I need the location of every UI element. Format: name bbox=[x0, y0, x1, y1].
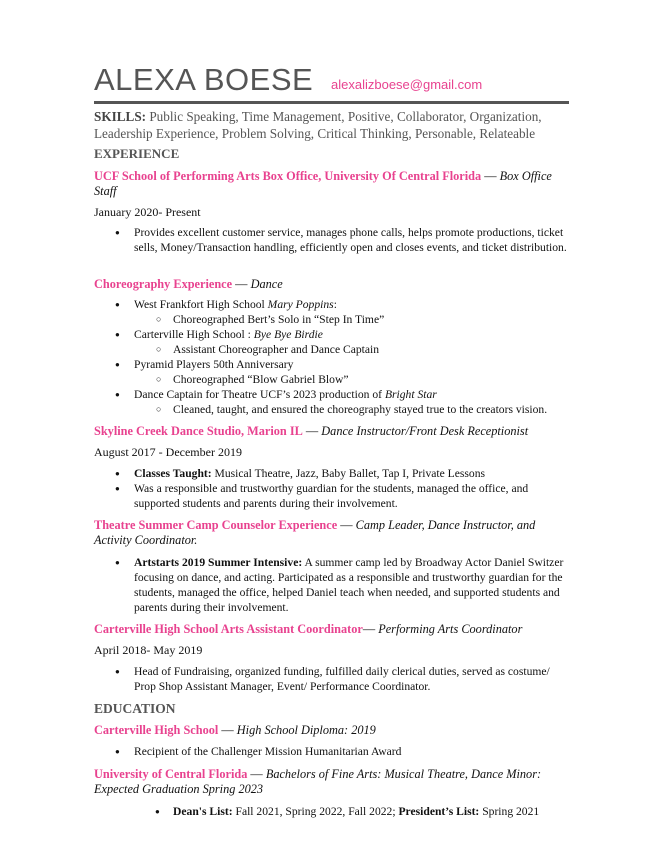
job-title-summer-camp bbox=[94, 518, 574, 548]
school-title-carterville bbox=[94, 723, 574, 738]
school-degree: High School Diploma: 2019 bbox=[236, 723, 376, 737]
school-bullets bbox=[94, 804, 574, 819]
job-dates: January 2020- Present bbox=[94, 205, 201, 219]
sub-list-item: ○ Choreographed “Blow Gabriel Blow” bbox=[94, 372, 574, 387]
job-role: Camp Leader, Dance Instructor, and Activity Coordinator. bbox=[94, 518, 536, 547]
job-org: Theatre Summer Camp Counselor Experience bbox=[94, 518, 338, 532]
school-name: Carterville High School bbox=[94, 723, 219, 737]
list-label: Dean's List: bbox=[173, 805, 233, 818]
list-item bbox=[94, 327, 574, 342]
list-item: ● Recipient of the Challenger Mission Humanitarian Award bbox=[94, 744, 574, 759]
show-title: Bright Star bbox=[384, 388, 437, 401]
education-heading: EDUCATION bbox=[94, 701, 176, 716]
job-sep: — bbox=[362, 622, 379, 636]
candidate-name: ALEXA BOESE bbox=[94, 62, 314, 97]
skills-text: Public Speaking, Time Management, Positive, Collaborator, Organization, Leadership Experience, Problem Solving, Critical Thinking, Personable, Relateable bbox=[94, 109, 542, 141]
list-text: Carterville High School : bbox=[134, 328, 254, 341]
job-bullets bbox=[94, 297, 574, 417]
list-item bbox=[94, 387, 574, 402]
list-item: ● Was a responsible and trustworthy guardian for the students, managed the office, and supported students and parents during their involvement. bbox=[94, 481, 574, 511]
school-bullets bbox=[94, 744, 574, 759]
list-label: President’s List: bbox=[398, 805, 480, 818]
job-title-box-office bbox=[94, 169, 574, 199]
job-bullets bbox=[94, 664, 574, 694]
list-item: ● Head of Fundraising, organized funding, fulfilled daily clerical duties, served as costume/ Prop Shop Assistant Manager, Event/ Performance Coordinator. bbox=[94, 664, 574, 694]
list-item: ● Pyramid Players 50th Anniversary bbox=[94, 357, 574, 372]
list-text: Fall 2021, Spring 2022, Fall 2022; bbox=[232, 805, 399, 818]
job-sep: — bbox=[337, 518, 356, 532]
school-title-ucf bbox=[94, 767, 574, 797]
list-item bbox=[94, 555, 574, 615]
job-title-skyline bbox=[94, 424, 574, 439]
job-title-carterville bbox=[94, 622, 574, 637]
job-org: Skyline Creek Dance Studio, Marion IL bbox=[94, 424, 303, 438]
list-text: Musical Theatre, Jazz, Baby Ballet, Tap I, Private Lessons bbox=[211, 467, 486, 480]
experience-heading: EXPERIENCE bbox=[94, 146, 180, 161]
job-sep: — bbox=[481, 169, 500, 183]
job-dates: August 2017 - December 2019 bbox=[94, 445, 242, 459]
job-bullets bbox=[94, 225, 574, 255]
sub-list-item: ○ Cleaned, taught, and ensured the choreography stayed true to the creators vision. bbox=[94, 402, 574, 417]
list-text: : bbox=[333, 298, 337, 311]
skills-section bbox=[94, 108, 574, 142]
email-link[interactable]: alexalizboese@gmail.com bbox=[331, 77, 483, 92]
school-name: University of Central Florida bbox=[94, 767, 248, 781]
show-title: Bye Bye Birdie bbox=[253, 328, 323, 341]
job-role: Performing Arts Coordinator bbox=[378, 622, 523, 636]
list-item bbox=[94, 804, 574, 819]
header-divider bbox=[94, 101, 569, 104]
school-sep: — bbox=[218, 723, 237, 737]
job-org: Carterville High School Arts Assistant Coordinator bbox=[94, 622, 363, 636]
list-label: Classes Taught: bbox=[134, 467, 212, 480]
list-item bbox=[94, 297, 574, 312]
job-role: Dance Instructor/Front Desk Receptionist bbox=[321, 424, 529, 438]
job-sep: — bbox=[302, 424, 322, 438]
job-org: UCF School of Performing Arts Box Office, University Of Central Florida bbox=[94, 169, 482, 183]
list-text: West Frankfort High School bbox=[134, 298, 268, 311]
list-text: Spring 2021 bbox=[479, 805, 540, 818]
list-text: Dance Captain for Theatre UCF’s 2023 production of bbox=[134, 388, 385, 401]
job-org: Choreography Experience bbox=[94, 277, 233, 291]
skills-label: SKILLS: bbox=[94, 109, 147, 124]
sub-list-item: ○ Assistant Choreographer and Dance Captain bbox=[94, 342, 574, 357]
list-item bbox=[94, 466, 574, 481]
list-label: Artstarts 2019 Summer Intensive: bbox=[134, 556, 303, 569]
job-title-choreography bbox=[94, 277, 574, 292]
job-dates: April 2018- May 2019 bbox=[94, 643, 203, 657]
sub-list-item: ○ Choreographed Bert’s Solo in “Step In Time” bbox=[94, 312, 574, 327]
job-bullets bbox=[94, 555, 574, 615]
job-role: Box Office Staff bbox=[94, 169, 552, 198]
school-degree: Bachelors of Fine Arts: Musical Theatre, Dance Minor: Expected Graduation Spring 2023 bbox=[94, 767, 542, 796]
job-bullets bbox=[94, 466, 574, 511]
job-sep: — bbox=[232, 277, 251, 291]
school-sep: — bbox=[247, 767, 266, 781]
list-text: A summer camp led by Broadway Actor Daniel Switzer focusing on dance, and acting. Participated as a responsible and trustworthy guardian for the students, managed the office, helped Daniel teach when needed, and supported students and parents during their involvement. bbox=[134, 556, 564, 614]
list-item: ● Provides excellent customer service, manages phone calls, helps promote productions, ticket sells, Money/Transaction handling, efficiently open and closes events, and ticket distribution. bbox=[94, 225, 574, 255]
show-title: Mary Poppins bbox=[267, 298, 334, 311]
job-role: Dance bbox=[250, 277, 283, 291]
